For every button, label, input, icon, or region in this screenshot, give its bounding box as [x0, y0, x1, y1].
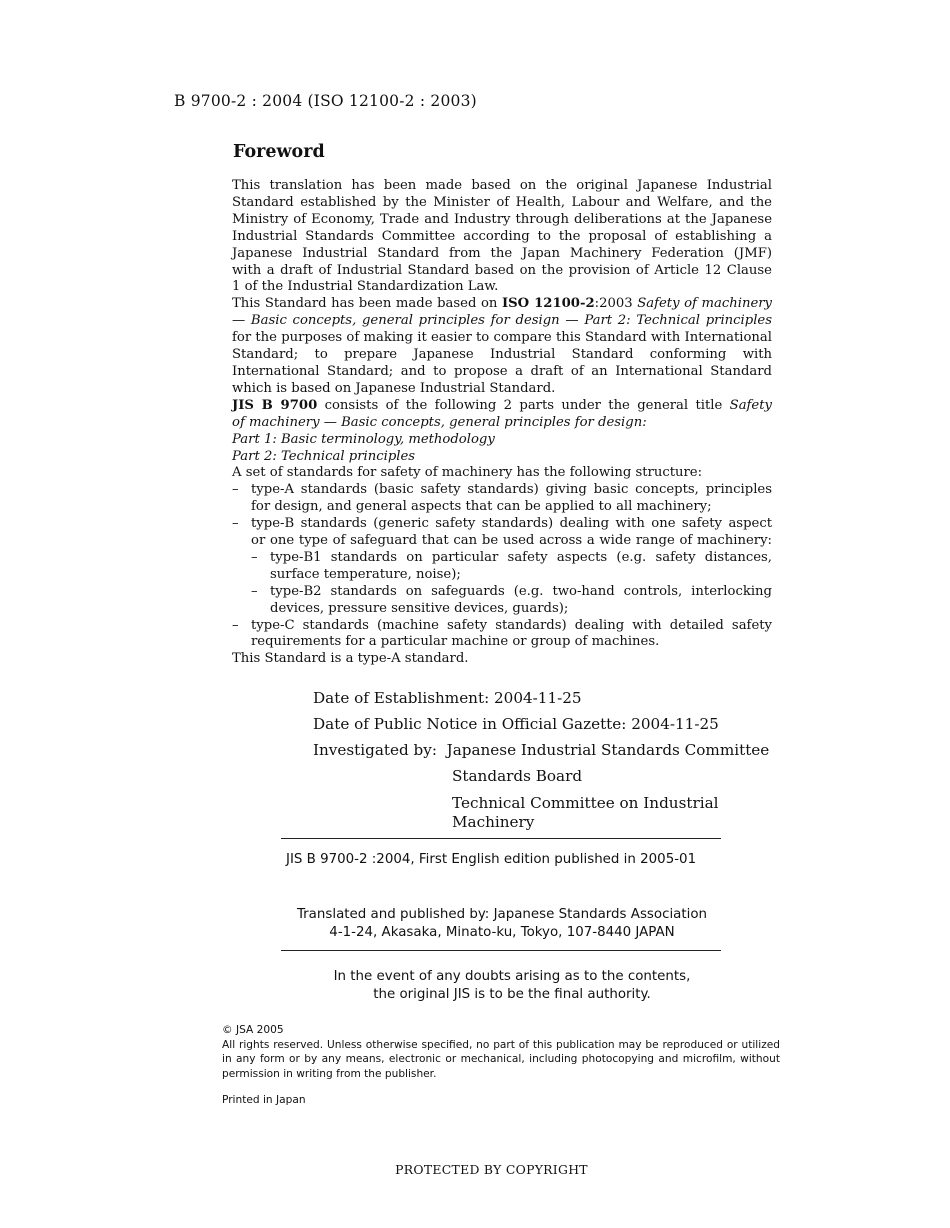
- para2-line: for the purposes of making it easier to compare this Standard with International: [232, 330, 772, 346]
- para2-line: International Standard; and to propose a draft of an International Standard: [232, 363, 772, 379]
- dash-bullet: –: [232, 516, 239, 532]
- para1-line: This translation has been made based on the original Japanese Industrial: [232, 178, 772, 193]
- publisher-info: [286, 906, 718, 942]
- date-of-establishment: Date of Establishment: 2004-11-25: [313, 689, 582, 707]
- protected-by-copyright: PROTECTED BY COPYRIGHT: [395, 1162, 588, 1177]
- printed-in: Printed in Japan: [222, 1094, 306, 1106]
- authority-notice: In the event of any doubts arising as to the contents, the original JIS is to be the final authority.: [333, 969, 691, 1002]
- para2-line1: This Standard has been made based on ISO 12100-2:2003 Safety of machinery: [232, 296, 773, 312]
- investigated-label: Investigated by:: [313, 741, 437, 759]
- foreword-body: [232, 178, 772, 668]
- foreword-title: Foreword: [233, 142, 325, 162]
- document-header: B 9700-2 : 2004 (ISO 12100-2 : 2003): [174, 92, 477, 110]
- investigated-board: Standards Board: [452, 767, 583, 785]
- para3-line2: of machinery — Basic concepts, general principles for design:: [232, 414, 647, 430]
- list-item-type-a: – type-A standards (basic safety standards) giving basic concepts, principles for design, and general aspects that can be applied to all machinery;: [232, 482, 772, 515]
- list-item-type-b2: – type-B2 standards on safeguards (e.g. two-hand controls, interlocking devices, pressure sensitive devices, guards);: [251, 583, 772, 616]
- list-item-type-b: – type-B standards (generic safety standards) dealing with one safety aspect or one type of safeguard that can be used across a wide range of machinery:: [232, 516, 772, 549]
- dash-bullet: –: [232, 482, 239, 498]
- investigated-by: [313, 741, 769, 759]
- publisher-address: 4-1-24, Akasaka, Minato-ku, Tokyo, 107-8440 JAPAN: [329, 925, 675, 940]
- para1-line: Standard established by the Minister of Health, Labour and Welfare, and the: [232, 194, 772, 210]
- para1-line: Japanese Industrial Standard from the Japan Machinery Federation (JMF): [232, 245, 772, 261]
- para2-line2: — Basic concepts, general principles for design — Part 2: Technical principles: [232, 313, 772, 329]
- copyright-text: All rights reserved. Unless otherwise specified, no part of this publication may be reproduced or utilized in any form or by any means, electronic or mechanical, including photocopying and microfilm, without permission in writing from the publisher.: [222, 1038, 780, 1080]
- dash-bullet: –: [251, 549, 258, 565]
- closing-statement: This Standard is a type-A standard.: [232, 651, 469, 667]
- para1-line: with a draft of Industrial Standard based on the provision of Article 12 Clause: [232, 262, 772, 278]
- part2-title: Part 2: Technical principles: [232, 448, 416, 464]
- para2-line: Standard; to prepare Japanese Industrial Standard conforming with: [232, 347, 772, 363]
- para2-last-line: which is based on Japanese Industrial Standard.: [232, 380, 556, 396]
- iso-reference: ISO 12100-2: [501, 296, 595, 312]
- divider-line: [281, 838, 721, 839]
- date-of-public-notice: Date of Public Notice in Official Gazette: 2004-11-25: [313, 715, 719, 733]
- para3-line1: JIS B 9700 consists of the following 2 parts under the general title Safety: [232, 397, 772, 413]
- dash-bullet: –: [251, 583, 258, 599]
- copyright-line: © JSA 2005: [222, 1024, 284, 1036]
- investigated-technical-committee: Technical Committee on Industrial Machinery: [452, 794, 719, 831]
- dash-bullet: –: [232, 617, 239, 633]
- divider-line: [281, 950, 721, 951]
- publisher-line: Translated and published by: Japanese Standards Association: [296, 907, 708, 922]
- para1-last-line: 1 of the Industrial Standardization Law.: [232, 279, 499, 295]
- para1-line: Industrial Standards Committee according to the proposal of establishing a: [232, 228, 772, 244]
- list-item-type-b1: – type-B1 standards on particular safety aspects (e.g. safety distances, surface temperature, noise);: [251, 549, 772, 582]
- investigated-committee: Japanese Industrial Standards Committee: [446, 741, 770, 759]
- structure-intro: A set of standards for safety of machinery has the following structure:: [232, 465, 703, 481]
- jis-reference: JIS B 9700: [232, 397, 318, 413]
- list-item-type-c: – type-C standards (machine safety standards) dealing with detailed safety requirements for a particular machine or group of machines.: [232, 617, 772, 650]
- edition-notice: JIS B 9700-2 :2004, First English edition published in 2005-01: [286, 852, 697, 867]
- copyright-notice: [222, 1023, 780, 1081]
- part1-title: Part 1: Basic terminology, methodology: [232, 431, 495, 447]
- para1-line: Ministry of Economy, Trade and Industry through deliberations at the Japanese: [232, 211, 772, 227]
